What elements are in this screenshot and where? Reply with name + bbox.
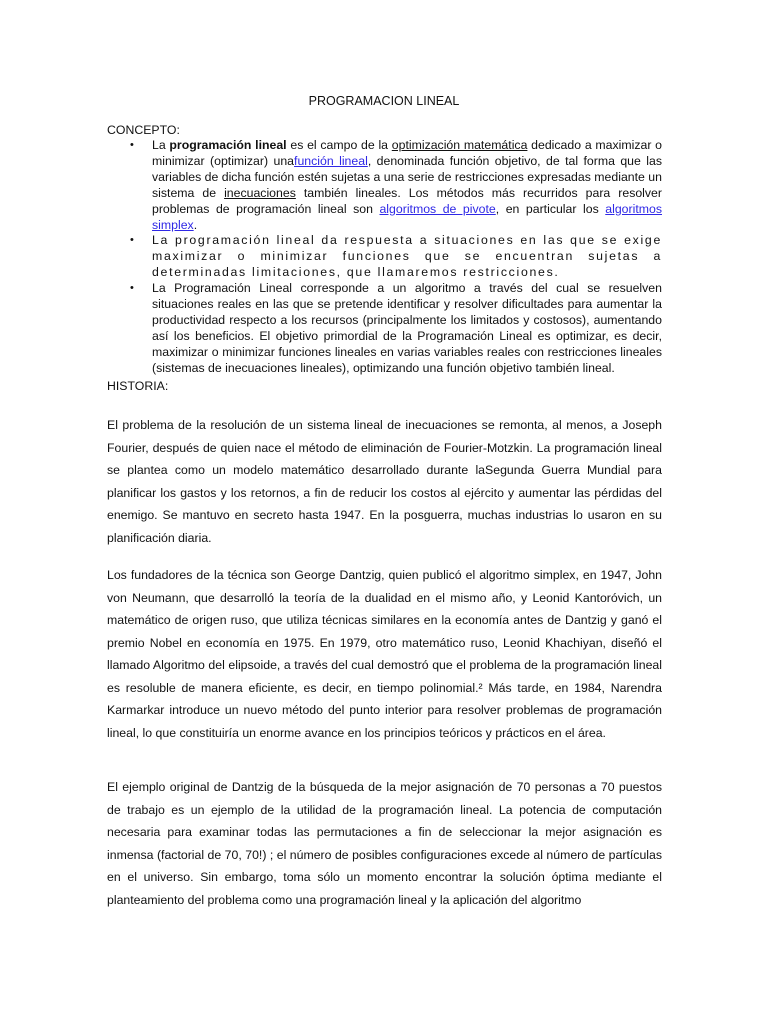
text-run: , denominada función objetivo, de tal forma que las variables de dicha función estén sujetas a una serie de restricciones expresadas mediante un sistema de [152, 153, 662, 200]
underlined-term: optimización matemática [391, 138, 528, 152]
text-run: . [193, 217, 198, 232]
history-paragraph-1: El problema de la resolución de un sistema lineal de inecuaciones se remonta, al menos, a Joseph Fourier, después de quien nace el método de eliminación de Fourier-Motzkin. La programación lineal se plantea como un modelo matemático desarrollado durante laSegunda Guerra Mundial para planificar los gastos y los retornos, a fin de reducir los costos al ejército y aumentar las pérdidas del enemigo. Se mantuvo en secreto hasta 1947. En la posguerra, muchas industrias lo usaron en su planificación diaria. [107, 418, 662, 545]
bullet-item-algorithm [107, 281, 662, 376]
history-paragraph-3: El ejemplo original de Dantzig de la búsqueda de la mejor asignación de 70 personas a 70 puestos de trabajo es un ejemplo de la utilidad de la programación lineal. La potencia de computación necesaria para examinar todas las permutaciones a fin de seleccionar la mejor asignación es inmensa (factorial de 70, 70!) ; el número de posibles configuraciones excede al número de partículas en el universo. Sin embargo, toma sólo un momento encontrar la solución óptima mediante el planteamiento del problema como una programación lineal y la aplicación del algoritmo [107, 780, 662, 907]
link-algoritmos-simplex[interactable]: algoritmos simplex [152, 201, 662, 232]
text-run: La [152, 138, 170, 152]
link-funcion-lineal[interactable]: función lineal [294, 153, 368, 168]
underlined-term: inecuaciones [224, 185, 296, 200]
text-run: también lineales. Los métodos más recurridos para resolver problemas de programación lineal son [152, 185, 662, 216]
text-run: dedicado a maximizar o minimizar (optimizar) una [152, 138, 662, 168]
concept-bullet-list [107, 138, 662, 377]
bullet-marker: • [130, 139, 134, 151]
history-paragraph-2: Los fundadores de la técnica son George Dantzig, quien publicó el algoritmo simplex, en 1947, John von Neumann, que desarrolló la teoría de la dualidad en el mismo año, y Leonid Kantoróvich, un matemático de origen ruso, que utiliza técnicas similares en la economía antes de Dantzig y ganó el premio Nobel en economía en 1975. En 1979, otro matemático ruso, Leonid Khachiyan, diseñó el llamado Algoritmo del elipsoide, a través del cual demostró que el problema de la programación lineal es resoluble de manera eficiente, es decir, en tiempo polinomial.² Más tarde, en 1984, Narendra Karmarkar introduce un nuevo método del punto interior para resolver problemas de programación lineal, lo que constituiría un enorme avance en los principios teóricos y prácticos en el área. [107, 568, 662, 740]
concepto-heading: CONCEPTO: [107, 123, 180, 137]
bullet-text: La Programación Lineal corresponde a un algoritmo a través del cual se resuelven situaciones reales en las que se pretende identificar y resolver dificultades para aumentar la productividad respecto a los recursos (principalmente los limitados y costosos), aumentando así los beneficios. El objetivo primordial de la Programación Lineal es optimizar, es decir, maximizar o minimizar funciones lineales en varias variables reales con restricciones lineales (sistemas de inecuaciones lineales), optimizando una función objetivo también lineal. [152, 281, 662, 375]
text-run: es el campo de la [286, 138, 392, 152]
link-algoritmos-de-pivote[interactable]: algoritmos de pivote [379, 201, 496, 216]
bold-term: programación lineal [169, 138, 287, 152]
bullet-text: La programación lineal da respuesta a situaciones en las que se exige maximizar o minimizar funciones que se encuentran sujetas a determinadas limitaciones, que llamaremos restricciones. [152, 233, 662, 280]
text-run: , en particular los [495, 201, 606, 216]
bullet-marker: • [130, 234, 136, 247]
bullet-marker: • [130, 282, 134, 295]
bullet-item-definition [107, 138, 662, 233]
bullet-item-response [107, 233, 662, 281]
document-title: PROGRAMACION LINEAL [308, 94, 460, 108]
historia-heading: HISTORIA: [107, 379, 169, 393]
